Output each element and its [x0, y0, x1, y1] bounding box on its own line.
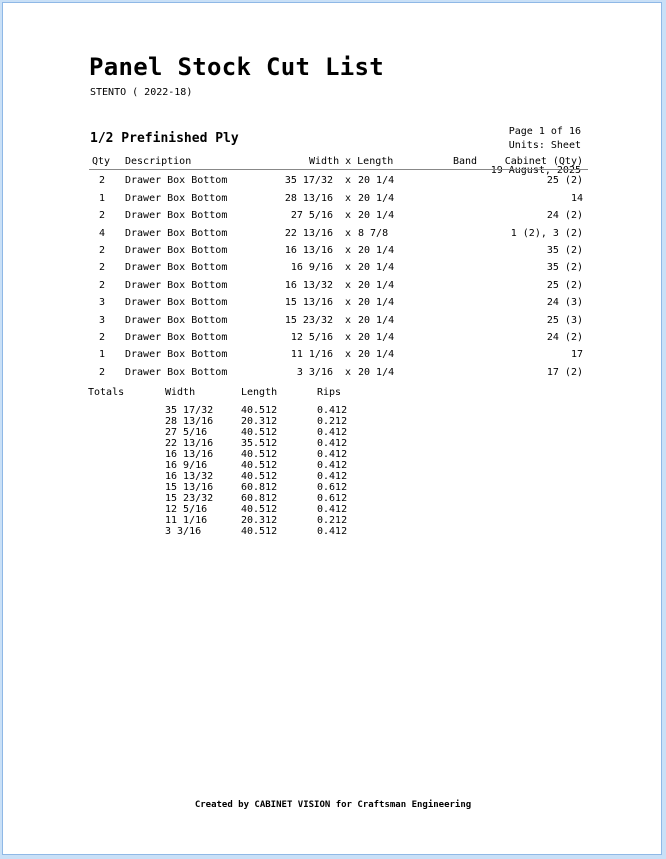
row-width: 16 13/32: [284, 280, 333, 291]
row-length: 20 1/4: [358, 280, 395, 291]
totals-row: [3, 460, 663, 471]
row-length: 20 1/4: [358, 262, 395, 273]
row-cabinet: 24 (2): [546, 210, 583, 221]
header-cabinet: Cabinet (Qty): [504, 156, 583, 167]
report-footer: Created by CABINET VISION for Craftsman Engineering: [194, 800, 472, 810]
table-row: [3, 280, 663, 297]
totals-width: 12 5/16: [165, 504, 208, 515]
totals-length: 20.312: [241, 416, 278, 427]
totals-length: 40.512: [241, 405, 278, 416]
row-length: 20 1/4: [358, 210, 395, 221]
totals-row: [3, 471, 663, 482]
row-qty: 2: [99, 332, 106, 343]
header-divider: [89, 169, 588, 170]
row-description: Drawer Box Bottom: [125, 297, 228, 308]
row-x: x: [345, 193, 352, 204]
totals-row: [3, 493, 663, 504]
row-width: 27 5/16: [290, 210, 333, 221]
material-section-title: 1/2 Prefinished Ply: [90, 131, 239, 146]
totals-width: 35 17/32: [165, 405, 214, 416]
report-date: 19 August, 2025: [490, 165, 581, 176]
totals-width: 22 13/16: [165, 438, 214, 449]
totals-length: 40.512: [241, 449, 278, 460]
row-x: x: [345, 245, 352, 256]
row-cabinet: 1 (2), 3 (2): [510, 228, 583, 239]
row-width: 15 23/32: [284, 315, 333, 326]
row-x: x: [345, 262, 352, 273]
row-x: x: [345, 315, 352, 326]
row-description: Drawer Box Bottom: [125, 228, 228, 239]
totals-row: [3, 482, 663, 493]
row-length: 20 1/4: [358, 315, 395, 326]
totals-width: 16 9/16: [165, 460, 208, 471]
row-x: x: [345, 175, 352, 186]
row-cabinet: 14: [570, 193, 583, 204]
totals-width: 28 13/16: [165, 416, 214, 427]
table-row: [3, 297, 663, 314]
totals-header-width: Width: [165, 387, 196, 398]
row-description: Drawer Box Bottom: [125, 280, 228, 291]
table-row: [3, 262, 663, 279]
totals-rips: 0.412: [317, 460, 348, 471]
row-x: x: [345, 228, 352, 239]
totals-row: [3, 416, 663, 427]
totals-header: [3, 387, 663, 398]
table-row: [3, 315, 663, 332]
row-length: 8 7/8: [358, 228, 389, 239]
totals-row: [3, 526, 663, 537]
header-description: Description: [125, 156, 192, 167]
totals-length: 35.512: [241, 438, 278, 449]
table-row: [3, 367, 663, 384]
row-qty: 2: [99, 280, 106, 291]
totals-row: [3, 515, 663, 526]
row-width: 12 5/16: [290, 332, 333, 343]
row-description: Drawer Box Bottom: [125, 245, 228, 256]
totals-width: 15 13/16: [165, 482, 214, 493]
row-length: 20 1/4: [358, 349, 395, 360]
row-qty: 1: [99, 349, 106, 360]
row-description: Drawer Box Bottom: [125, 332, 228, 343]
row-description: Drawer Box Bottom: [125, 175, 228, 186]
row-cabinet: 24 (2): [546, 332, 583, 343]
totals-rips: 0.412: [317, 504, 348, 515]
row-x: x: [345, 332, 352, 343]
totals-rips: 0.412: [317, 526, 348, 537]
row-qty: 1: [99, 193, 106, 204]
header-qty: Qty: [92, 156, 111, 167]
row-description: Drawer Box Bottom: [125, 210, 228, 221]
row-width: 3 3/16: [296, 367, 333, 378]
row-width: 35 17/32: [284, 175, 333, 186]
table-row: [3, 332, 663, 349]
row-x: x: [345, 297, 352, 308]
totals-rips: 0.412: [317, 427, 348, 438]
totals-length: 60.812: [241, 493, 278, 504]
header-band: Band: [453, 156, 478, 167]
report-page: [2, 2, 662, 855]
row-qty: 4: [99, 228, 106, 239]
row-width: 11 1/16: [290, 349, 333, 360]
row-x: x: [345, 280, 352, 291]
row-length: 20 1/4: [358, 367, 395, 378]
table-header: [3, 156, 663, 173]
row-x: x: [345, 349, 352, 360]
totals-row: [3, 405, 663, 416]
totals-header-length: Length: [241, 387, 278, 398]
row-x: x: [345, 367, 352, 378]
totals-length: 60.812: [241, 482, 278, 493]
totals-length: 40.512: [241, 460, 278, 471]
row-qty: 2: [99, 210, 106, 221]
row-description: Drawer Box Bottom: [125, 262, 228, 273]
totals-rips: 0.412: [317, 405, 348, 416]
row-qty: 3: [99, 297, 106, 308]
header-width-length: Width x Length: [309, 156, 394, 167]
table-row: [3, 245, 663, 262]
totals-length: 20.312: [241, 515, 278, 526]
row-qty: 2: [99, 175, 106, 186]
table-row: [3, 210, 663, 227]
row-cabinet: 17 (2): [546, 367, 583, 378]
row-cabinet: 25 (2): [546, 280, 583, 291]
totals-row: [3, 449, 663, 460]
row-description: Drawer Box Bottom: [125, 367, 228, 378]
totals-width: 15 23/32: [165, 493, 214, 504]
totals-rips: 0.412: [317, 438, 348, 449]
row-length: 20 1/4: [358, 297, 395, 308]
row-cabinet: 24 (3): [546, 297, 583, 308]
row-description: Drawer Box Bottom: [125, 315, 228, 326]
totals-row: [3, 504, 663, 515]
job-name: STENTO ( 2022-18): [90, 87, 193, 98]
totals-rips: 0.212: [317, 515, 348, 526]
row-qty: 3: [99, 315, 106, 326]
row-width: 16 13/16: [284, 245, 333, 256]
row-length: 20 1/4: [358, 175, 395, 186]
totals-width: 16 13/32: [165, 471, 214, 482]
totals-label: Totals: [88, 387, 125, 398]
row-width: 28 13/16: [284, 193, 333, 204]
totals-width: 11 1/16: [165, 515, 208, 526]
row-length: 20 1/4: [358, 245, 395, 256]
totals-rips: 0.212: [317, 416, 348, 427]
row-x: x: [345, 210, 352, 221]
totals-width: 3 3/16: [165, 526, 202, 537]
row-cabinet: 25 (3): [546, 315, 583, 326]
totals-row: [3, 427, 663, 438]
totals-row: [3, 438, 663, 449]
totals-rips: 0.412: [317, 449, 348, 460]
row-width: 22 13/16: [284, 228, 333, 239]
totals-length: 40.512: [241, 504, 278, 515]
totals-width: 16 13/16: [165, 449, 214, 460]
row-length: 20 1/4: [358, 332, 395, 343]
row-cabinet: 35 (2): [546, 245, 583, 256]
table-row: [3, 349, 663, 366]
totals-length: 40.512: [241, 526, 278, 537]
row-qty: 2: [99, 367, 106, 378]
totals-length: 40.512: [241, 427, 278, 438]
totals-length: 40.512: [241, 471, 278, 482]
units-label: Units: Sheet: [508, 140, 581, 151]
table-row: [3, 228, 663, 245]
report-title: Panel Stock Cut List: [89, 53, 384, 81]
row-cabinet: 35 (2): [546, 262, 583, 273]
totals-rips: 0.612: [317, 493, 348, 504]
row-width: 16 9/16: [290, 262, 333, 273]
page-number: Page 1 of 16: [508, 126, 581, 137]
totals-width: 27 5/16: [165, 427, 208, 438]
row-qty: 2: [99, 245, 106, 256]
totals-header-rips: Rips: [317, 387, 342, 398]
row-width: 15 13/16: [284, 297, 333, 308]
row-cabinet: 17: [570, 349, 583, 360]
row-qty: 2: [99, 262, 106, 273]
table-row: [3, 175, 663, 192]
totals-rips: 0.412: [317, 471, 348, 482]
row-description: Drawer Box Bottom: [125, 193, 228, 204]
row-length: 20 1/4: [358, 193, 395, 204]
row-cabinet: 25 (2): [546, 175, 583, 186]
row-description: Drawer Box Bottom: [125, 349, 228, 360]
table-row: [3, 193, 663, 210]
totals-rips: 0.612: [317, 482, 348, 493]
